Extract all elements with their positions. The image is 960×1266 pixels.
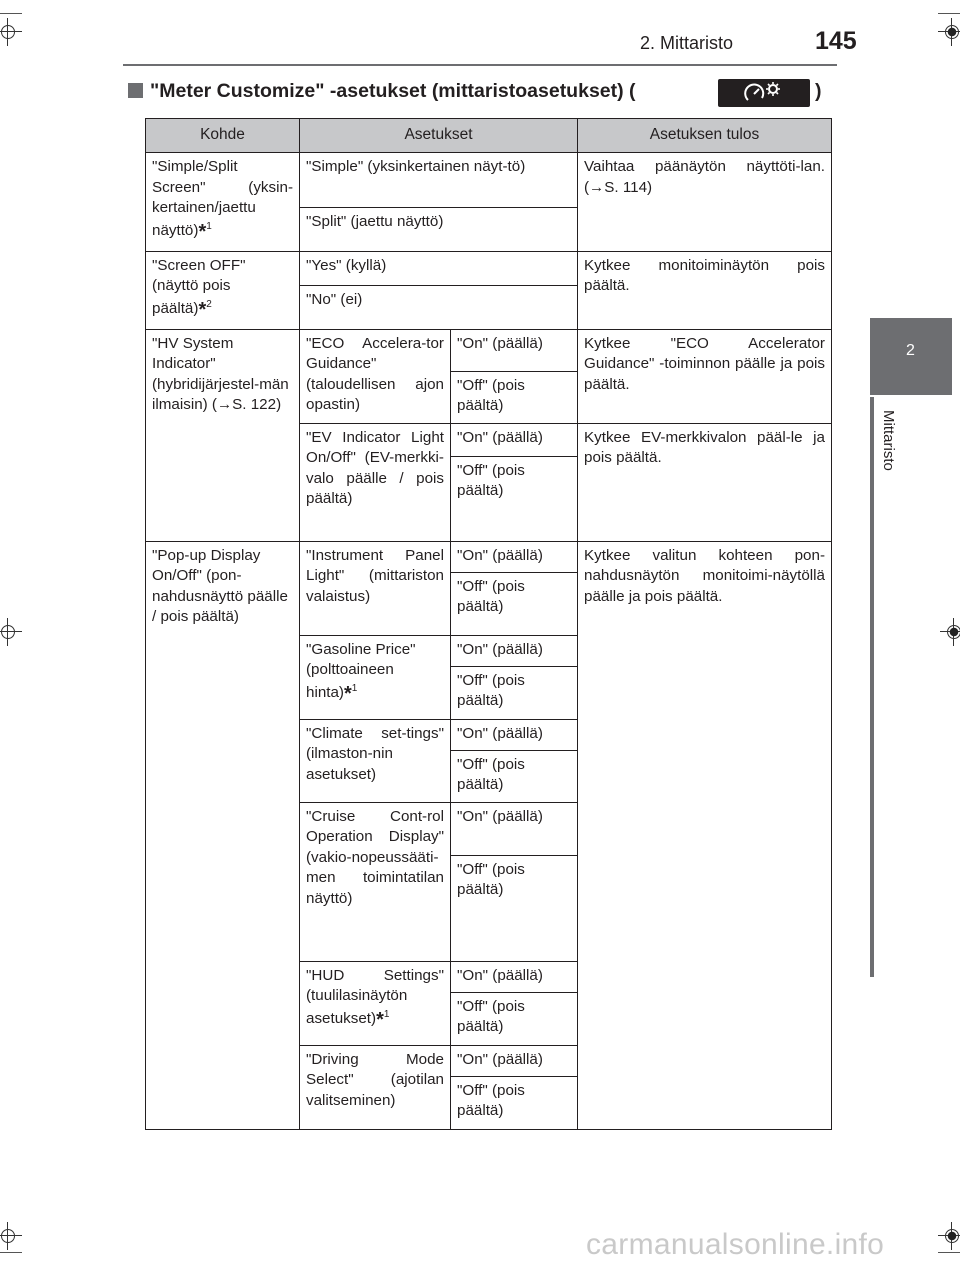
item-cell: "Pop-up Display On/Off" (pon-nahdusnäyttö päälle / pois päältä) [146, 541, 300, 1129]
option-cell: "Yes" (kyllä) [300, 251, 578, 285]
option-cell: "On" (päällä) [451, 423, 578, 456]
table-row [146, 329, 832, 371]
option-cell: "Off" (pois päältä) [451, 750, 578, 802]
option-cell: "Split" (jaettu näyttö) [300, 207, 578, 251]
option-cell: "Off" (pois päältä) [451, 855, 578, 961]
table-row [146, 541, 832, 572]
header-rule [123, 64, 837, 66]
section-title-close: ) [815, 80, 822, 102]
option-cell: "On" (päällä) [451, 329, 578, 371]
sub-item-cell: "Climate set-tings" (ilmaston-nin asetukset) [300, 719, 451, 802]
option-cell: "No" (ei) [300, 285, 578, 329]
option-cell: "Off" (pois päältä) [451, 666, 578, 719]
option-cell: "On" (päällä) [451, 541, 578, 572]
option-cell: "On" (päällä) [451, 802, 578, 855]
chapter-tab [870, 318, 952, 395]
column-header: Asetuksen tulos [578, 119, 832, 153]
chapter-tab-rule [870, 397, 874, 977]
section-title [128, 80, 636, 103]
running-header-section: 2. Mittaristo [640, 33, 734, 53]
result-cell: Kytkee valitun kohteen pon-nahdusnäytön monitoimi-näytöllä päälle ja pois päältä. [578, 541, 832, 1129]
item-cell: "Simple/Split Screen" (yksin-kertainen/jaettu näyttö)*$^1$ [146, 153, 300, 252]
column-header: Asetukset [300, 119, 578, 153]
table-row [146, 153, 832, 208]
option-cell: "Off" (pois päältä) [451, 456, 578, 541]
option-cell: "On" (päällä) [451, 635, 578, 666]
option-cell: "Off" (pois päältä) [451, 371, 578, 423]
sub-item-cell: "ECO Accelera-tor Guidance" (taloudellisen ajon opastin) [300, 329, 451, 423]
sub-item-cell: "Instrument Panel Light" (mittariston valaistus) [300, 541, 451, 635]
registration-mark [0, 18, 22, 46]
registration-mark [938, 1222, 960, 1250]
page-number: 145 [815, 27, 857, 55]
sub-item-cell: "Driving Mode Select" (ajotilan valitseminen) [300, 1045, 451, 1129]
crop-mark [938, 13, 960, 14]
sub-item-cell: "Cruise Cont-rol Operation Display" (vakio-nopeussääti-men toimintatilan näyttö) [300, 802, 451, 961]
option-cell: "Off" (pois päältä) [451, 1076, 578, 1129]
watermark: carmanualsonline.info [586, 1228, 885, 1261]
option-cell: "Off" (pois päältä) [451, 992, 578, 1045]
registration-mark [938, 18, 960, 46]
crop-mark [938, 1252, 960, 1253]
result-cell: Kytkee monitoiminäytön pois päältä. [578, 251, 832, 329]
result-cell: Kytkee EV-merkkivalon pääl-le ja pois päältä. [578, 423, 832, 541]
chapter-label: Mittaristo [880, 410, 897, 471]
sub-item-cell: "Gasoline Price" (polttoaineen hinta)*$^1$ [300, 635, 451, 719]
chapter-number: 2 [906, 342, 915, 359]
registration-mark [940, 618, 960, 646]
option-cell: "On" (päällä) [451, 961, 578, 992]
registration-mark [0, 1222, 22, 1250]
bullet-square-icon [128, 83, 143, 98]
meter-settings-icon [718, 79, 810, 107]
option-cell: "Simple" (yksinkertainen näyt-tö) [300, 153, 578, 208]
result-cell: Vaihtaa päänäytön näyttöti-lan. (→S. 114) [578, 153, 832, 252]
table-row [146, 251, 832, 285]
crop-mark [0, 1252, 22, 1253]
crop-mark [0, 13, 22, 14]
section-title-text: "Meter Customize" -asetukset (mittaristoasetukset) ( [150, 80, 636, 102]
registration-mark [0, 618, 22, 646]
sub-item-cell: "EV Indicator Light On/Off" (EV-merkki-valo päälle / pois päältä) [300, 423, 451, 541]
item-cell: "Screen OFF" (näyttö pois päältä)*$^2$ [146, 251, 300, 329]
result-cell: Kytkee "ECO Accelerator Guidance" -toiminnon päälle ja pois päältä. [578, 329, 832, 423]
option-cell: "On" (päällä) [451, 719, 578, 750]
sub-item-cell: "HUD Settings" (tuulilasinäytön asetukset)*$^1$ [300, 961, 451, 1045]
option-cell: "Off" (pois päältä) [451, 572, 578, 635]
settings-table [145, 118, 832, 1130]
table-header-row [146, 119, 832, 153]
column-header: Kohde [146, 119, 300, 153]
item-cell: "HV System Indicator" (hybridijärjestel-män ilmaisin) (→S. 122) [146, 329, 300, 541]
option-cell: "On" (päällä) [451, 1045, 578, 1076]
